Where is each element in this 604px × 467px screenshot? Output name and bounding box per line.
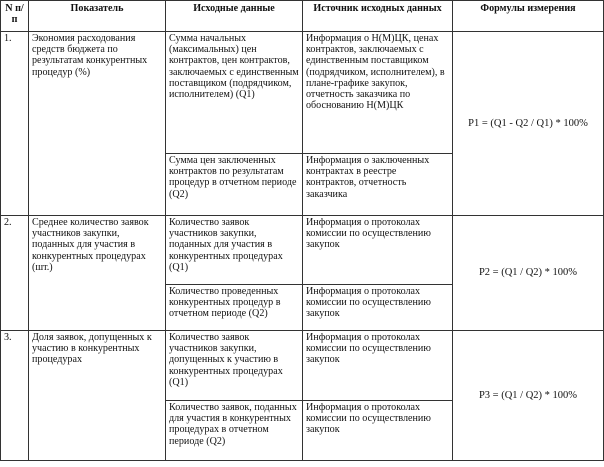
- source-origin-cell: Информация о протоколах комиссии по осуществлению закупок: [303, 331, 453, 401]
- header-formula: Формулы измерения: [453, 1, 604, 32]
- header-row: [1, 1, 604, 32]
- source-data-cell: Сумма цен заключенных контрактов по результатам процедур в отчетном периоде (Q2): [166, 154, 303, 216]
- indicator-cell: Среднее количество заявок участников закупки, поданных для участия в конкурентных процедурах (шт.): [29, 216, 166, 331]
- header-indicator: Показатель: [29, 1, 166, 32]
- formula-cell: P2 = (Q1 / Q2) * 100%: [453, 216, 604, 331]
- source-data-cell: Количество заявок участников закупки, поданных для участия в конкурентных процедурах (Q1): [166, 216, 303, 285]
- header-source-origin: Источник исходных данных: [303, 1, 453, 32]
- row-number: 1.: [1, 32, 29, 216]
- row-number: 2.: [1, 216, 29, 331]
- formula-cell: P3 = (Q1 / Q2) * 100%: [453, 331, 604, 461]
- source-origin-cell: Информация о протоколах комиссии по осуществлению закупок: [303, 401, 453, 461]
- source-data-cell: Количество заявок, поданных для участия в конкурентных процедурах в отчетном периоде (Q2): [166, 401, 303, 461]
- row-number: 3.: [1, 331, 29, 461]
- source-origin-cell: Информация о протоколах комиссии по осуществлению закупок: [303, 285, 453, 331]
- table-row: [1, 32, 604, 154]
- source-origin-cell: Информация о Н(М)ЦК, ценах контрактов, заключаемых с единственным поставщиком (подрядчиком, исполнителем), в плане-графике закупок, отчетность заказчика по обоснованию Н(М)ЦК: [303, 32, 453, 154]
- source-data-cell: Сумма начальных (максимальных) цен контрактов, цен контрактов, заключаемых с единственным поставщиком (подрядчиком, исполнителем) (Q1): [166, 32, 303, 154]
- source-data-cell: Количество заявок участников закупки, допущенных к участию в конкурентных процедурах (Q1): [166, 331, 303, 401]
- source-origin-cell: Информация о заключенных контрактах в реестре контрактов, отчетность заказчика: [303, 154, 453, 216]
- header-num: N п/п: [1, 1, 29, 32]
- header-source-data: Исходные данные: [166, 1, 303, 32]
- table-row: [1, 331, 604, 401]
- indicator-cell: Доля заявок, допущенных к участию в конкурентных процедурах: [29, 331, 166, 461]
- table-row: [1, 216, 604, 285]
- formula-cell: P1 = (Q1 - Q2 / Q1) * 100%: [453, 32, 604, 216]
- source-data-cell: Количество проведенных конкурентных процедур в отчетном периоде (Q2): [166, 285, 303, 331]
- indicator-cell: Экономия расходования средств бюджета по результатам конкурентных процедур (%): [29, 32, 166, 216]
- source-origin-cell: Информация о протоколах комиссии по осуществлению закупок: [303, 216, 453, 285]
